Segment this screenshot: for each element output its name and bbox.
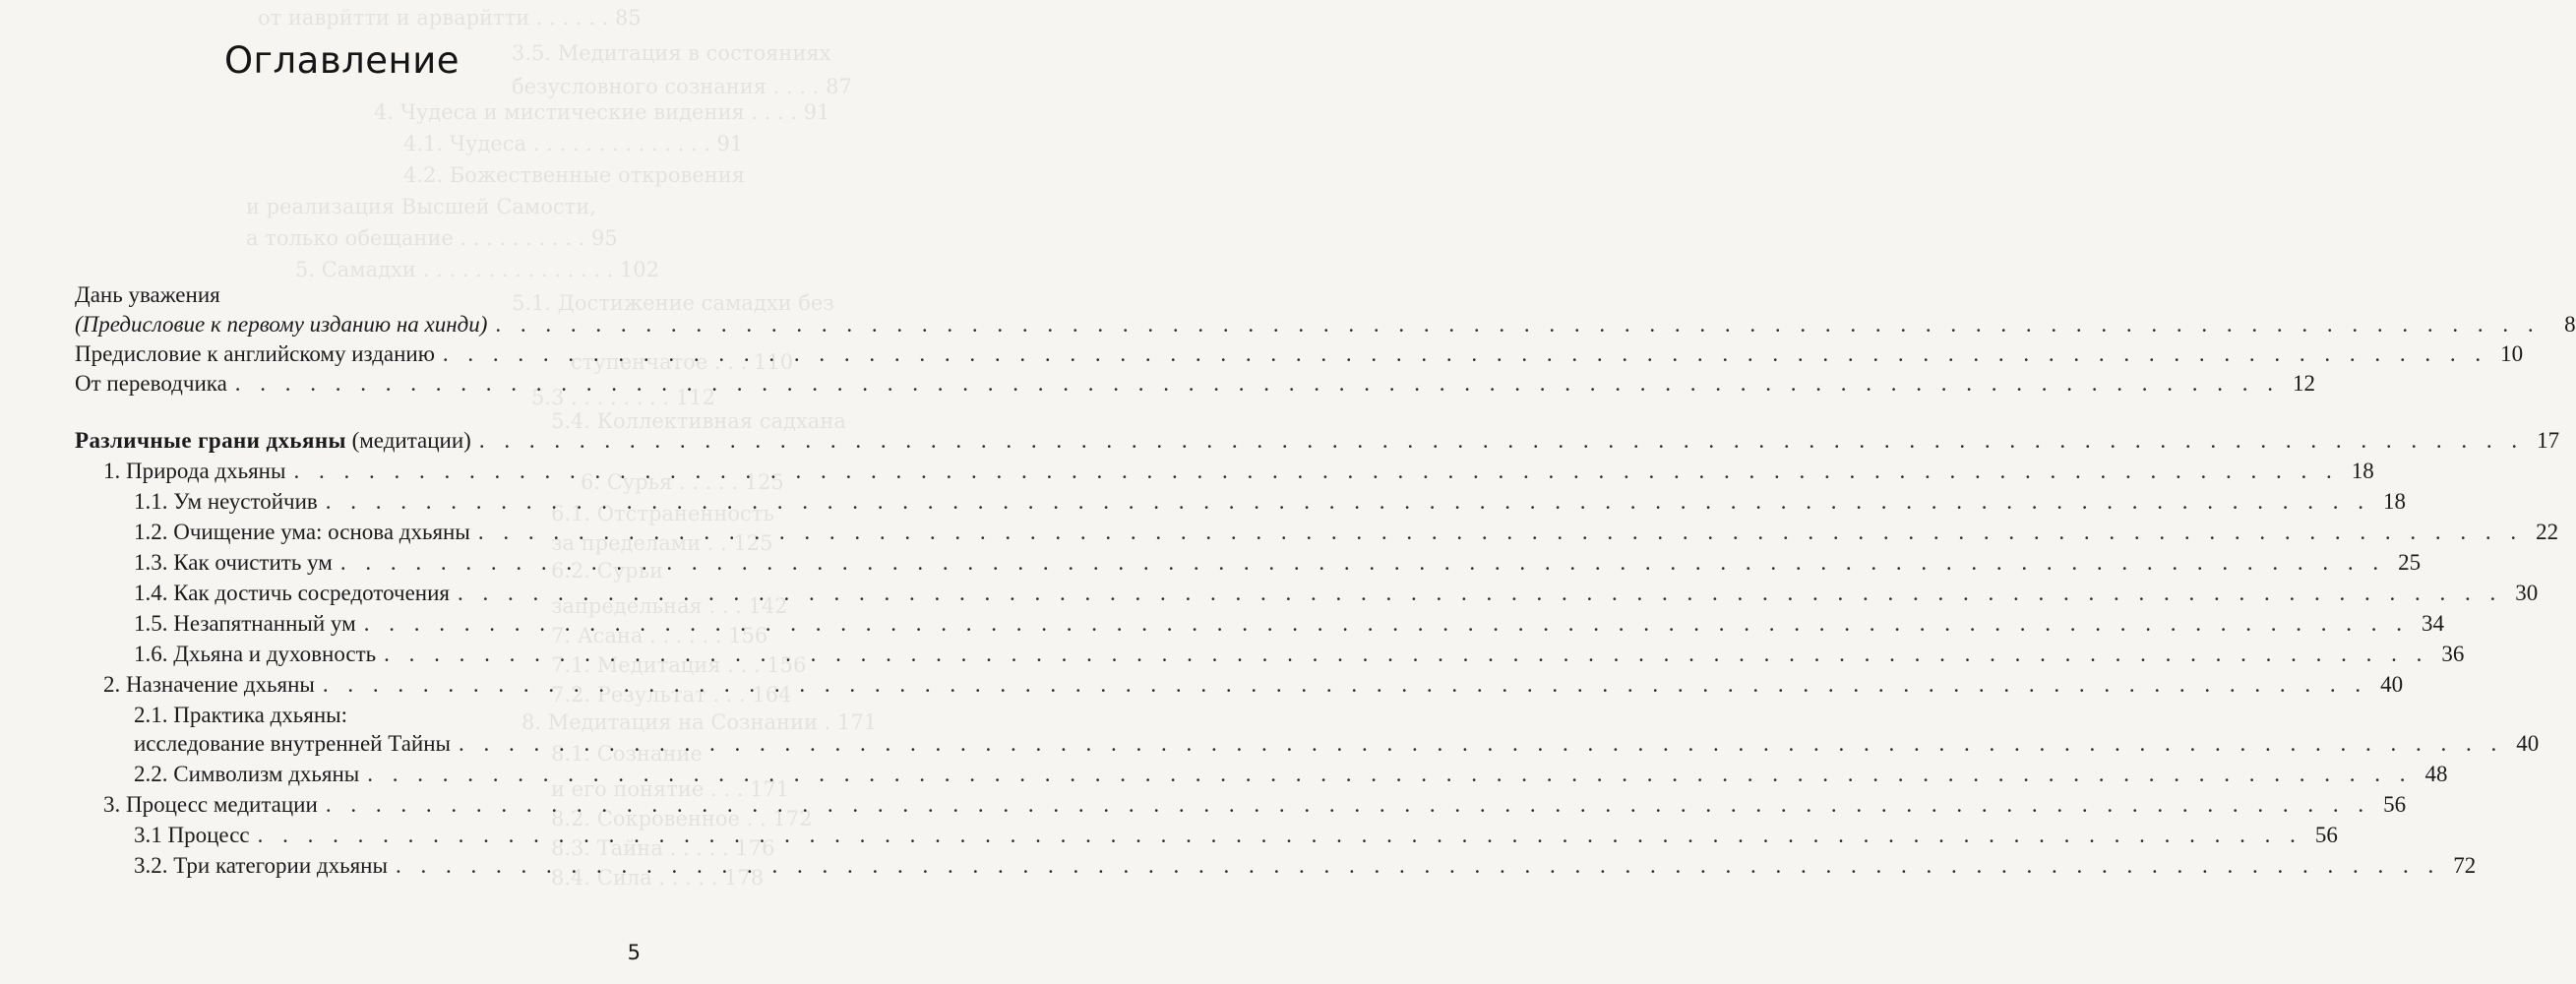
toc-page-number: 40: [2380, 672, 2404, 697]
dot-leader: [479, 426, 2524, 456]
dot-leader: [459, 729, 2503, 759]
toc-entry-preface-hindi: [75, 310, 2576, 339]
toc-entry-label: 2.2. Символизм дхьяны: [134, 762, 360, 786]
toc-entry-label: Различные грани дхьяны: [75, 428, 346, 453]
toc-entry-label: 1.3. Как очистить ум: [134, 550, 333, 575]
toc-entry-3-2: [134, 851, 2477, 881]
dot-leader: [458, 579, 2502, 608]
toc-page-number: 40: [2516, 731, 2540, 756]
dot-leader: [367, 760, 2412, 789]
toc-entry-label: исследование внутренней Тайны: [134, 731, 451, 756]
toc-entry-label: 3.2. Три категории дхьяны: [134, 853, 388, 878]
toc-entry-2-2: [134, 760, 2448, 789]
toc-entry-section-heading: [75, 426, 2560, 456]
toc-page-number: 18: [2351, 459, 2374, 483]
toc-entry-label: (Предисловие к первому изданию на хинди): [75, 312, 488, 337]
toc-entry-label: 1. Природа дхьяны: [103, 459, 286, 483]
dot-leader: [495, 310, 2540, 339]
toc-entry-chapter-3: [103, 790, 2407, 820]
toc-entry-tribute: [75, 280, 220, 310]
toc-page-number: 17: [2537, 428, 2560, 453]
page-title: Оглавление: [223, 39, 460, 82]
toc-entry-chapter-1: [103, 457, 2374, 486]
dot-leader: [293, 457, 2338, 486]
dot-leader: [323, 670, 2367, 700]
dot-leader: [478, 518, 2523, 547]
toc-entry-label: 1.2. Очищение ума: основа дхьяны: [134, 520, 470, 544]
toc-entry-label: 2.1. Практика дхьяны:: [134, 703, 348, 727]
toc-entry-1-6: [134, 640, 2465, 669]
toc-page-number: 72: [2453, 853, 2477, 878]
toc-page-number: 25: [2398, 550, 2422, 575]
dot-leader: [384, 640, 2428, 669]
toc-page-number: 22: [2536, 520, 2559, 544]
toc-page-number: 48: [2424, 762, 2448, 786]
toc-entry-label: 3. Процесс медитации: [103, 792, 318, 817]
dot-leader: [364, 609, 2409, 639]
toc-page-number: 18: [2383, 489, 2407, 514]
toc-entry-label: Дань уважения: [75, 282, 220, 307]
toc-entry-1-2: [134, 518, 2559, 547]
toc-entry-label-suffix: (медитации): [345, 428, 471, 453]
dot-leader: [340, 548, 2385, 578]
toc-entry-label: 2. Назначение дхьяны: [103, 672, 315, 697]
toc-entry-1-5: [134, 609, 2444, 639]
toc-entry-preface-english: [75, 339, 2524, 369]
toc-page-number: 36: [2441, 642, 2465, 666]
bleed-through-background: от иаврйтти и арварйтти . . . . . . 85 3.5. Медитация в состояниях безусловного сознания . . . . 87 4. Чудеса и мистические видения . . . . 91 4.1. Чудеса . . . . . . . . . . . . . . 91 4.2. Божественные откровения и реализация Высшей Самости, а только обещание . . . . . . . . . . 95 5. Самадхи . . . . . . . . . . . . . . . 102 5.1. Достижение самадхи без ступенчатое . . . 110 5.3 . . . . . . . . 112 5.4. Коллективная садхана 6. Сурья . . . . . 125 6.1. Отстраненность за пределами . . 125 6.2. Сурьи запредельная . . . 142 7. Асана . . . . . . 156 7.1. Медитация . . . 156 7.2. Результат . . . 164 8. Медитация на Сознании . 171 8.1. Сознание и его понятие . . . 171 8.2. Сокровенное . . 172 8.3. Тайна . . . . . 176 8.4. Сила . . . . . 178: [246, 6, 878, 890]
toc-entry-2-1-line-1: [134, 701, 347, 730]
toc-entry-1-4: [134, 579, 2539, 608]
dot-leader: [258, 821, 2302, 850]
dot-leader: [443, 339, 2487, 369]
toc-page-number: 30: [2515, 581, 2539, 605]
page-number: 5: [627, 941, 641, 964]
toc-entry-chapter-2: [103, 670, 2404, 700]
toc-page-number: 56: [2383, 792, 2407, 817]
toc-page-number: 12: [2293, 371, 2316, 396]
toc-entry-label: 1.4. Как достичь сосредоточения: [134, 581, 450, 605]
dot-leader: [396, 851, 2440, 881]
toc-page-number: 34: [2421, 611, 2444, 636]
toc-entry-label: От переводчика: [75, 371, 227, 396]
dot-leader: [326, 487, 2370, 517]
toc-entry-label: Предисловие к английскому изданию: [75, 341, 435, 366]
toc-entry-2-1-line-2: [134, 729, 2540, 759]
dot-leader: [326, 790, 2370, 820]
toc-entry-label: 1.5. Незапятнанный ум: [134, 611, 356, 636]
toc-entry-1-1: [134, 487, 2407, 517]
toc-entry-1-3: [134, 548, 2422, 578]
toc-entry-label: 1.1. Ум неустойчив: [134, 489, 318, 514]
toc-entry-label: 3.1 Процесс: [134, 823, 250, 847]
toc-page-number: 10: [2500, 341, 2524, 366]
toc-section-heading: [75, 426, 471, 456]
toc-entry-translator: [75, 369, 2316, 399]
toc-entry-label: 1.6. Дхьяна и духовность: [134, 642, 377, 666]
toc-entry-3-1: [134, 821, 2338, 850]
toc-page-number: 56: [2314, 823, 2338, 847]
toc-page-number: 8: [2564, 312, 2576, 337]
dot-leader: [235, 369, 2280, 399]
